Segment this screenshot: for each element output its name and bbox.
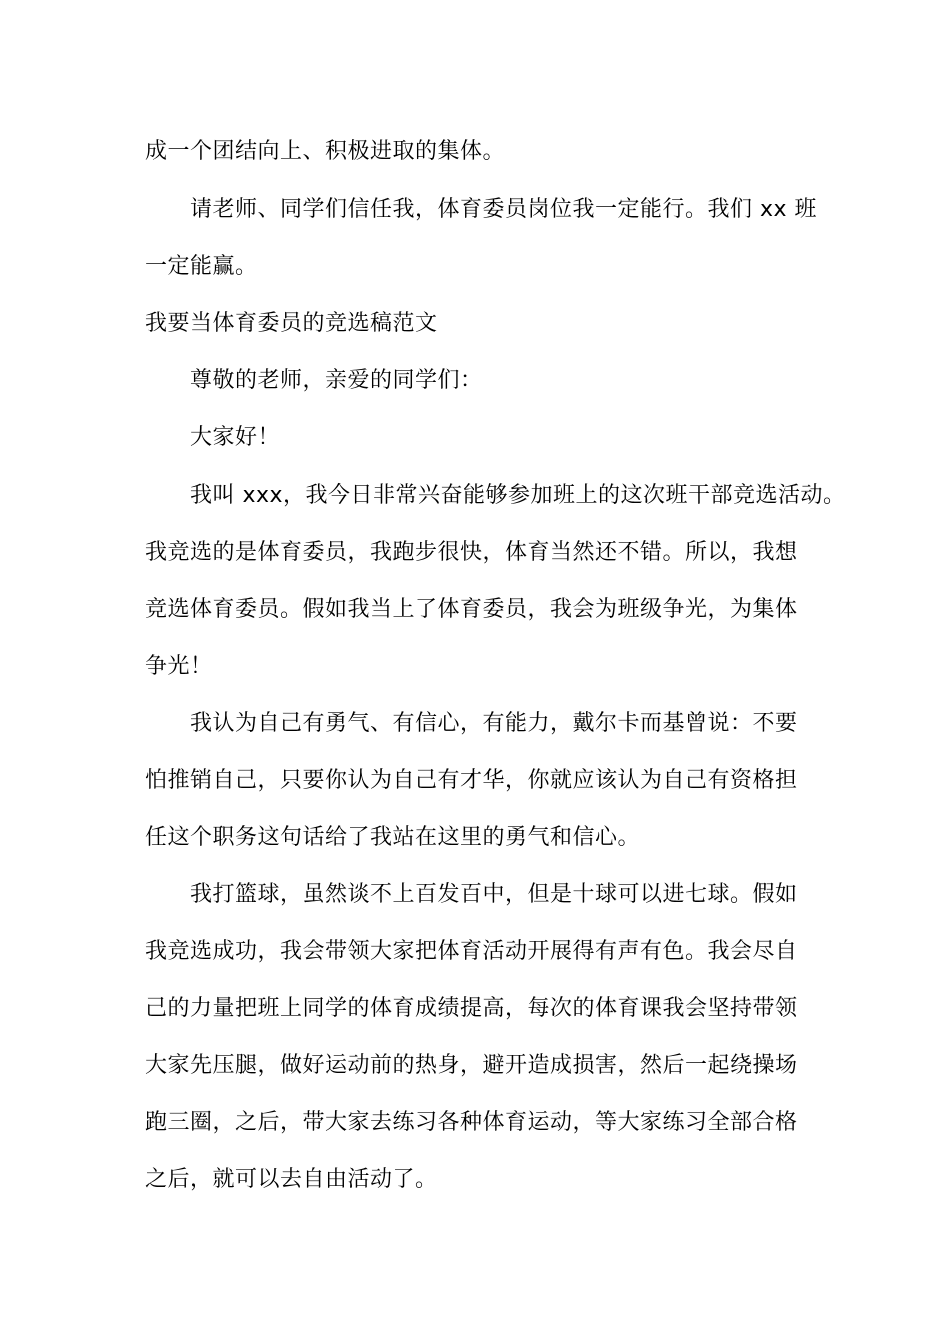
paragraph-line: 己的力量把班上同学的体育成绩提高，每次的体育课我会坚持带领 xyxy=(145,996,798,1021)
paragraph-line: 怕推销自己，只要你认为自己有才华，你就应该认为自己有资格担 xyxy=(145,768,798,793)
paragraph-line: 之后，就可以去自由活动了。 xyxy=(145,1167,438,1192)
paragraph-line: 成一个团结向上、积极进取的集体。 xyxy=(145,139,506,164)
paragraph-line: 争光！ xyxy=(145,654,213,679)
paragraph-line: 竞选体育委员。假如我当上了体育委员，我会为班级争光，为集体 xyxy=(145,597,798,622)
paragraph-line: 任这个职务这句话给了我站在这里的勇气和信心。 xyxy=(145,825,641,850)
paragraph-line: 请老师、同学们信任我，体育委员岗位我一定能行。我们 xx 班 xyxy=(190,197,818,222)
section-heading: 我要当体育委员的竞选稿范文 xyxy=(145,311,438,336)
paragraph-line: 跑三圈，之后，带大家去练习各种体育运动，等大家练习全部合格 xyxy=(145,1110,798,1135)
paragraph-line: 大家先压腿，做好运动前的热身，避开造成损害，然后一起绕操场 xyxy=(145,1053,798,1078)
greeting-line: 大家好！ xyxy=(190,425,281,450)
paragraph-line: 我竞选成功，我会带领大家把体育活动开展得有声有色。我会尽自 xyxy=(145,939,798,964)
paragraph-line: 我竞选的是体育委员，我跑步很快，体育当然还不错。所以，我想 xyxy=(145,540,798,565)
paragraph-line: 我认为自己有勇气、有信心，有能力，戴尔卡而基曾说：不要 xyxy=(190,711,798,736)
salutation-line: 尊敬的老师，亲爱的同学们： xyxy=(190,368,483,393)
paragraph-line: 我叫 xxx，我今日非常兴奋能够参加班上的这次班干部竞选活动。 xyxy=(190,483,846,508)
paragraph-line: 一定能赢。 xyxy=(145,254,258,279)
paragraph-line: 我打篮球，虽然谈不上百发百中，但是十球可以进七球。假如 xyxy=(190,882,798,907)
